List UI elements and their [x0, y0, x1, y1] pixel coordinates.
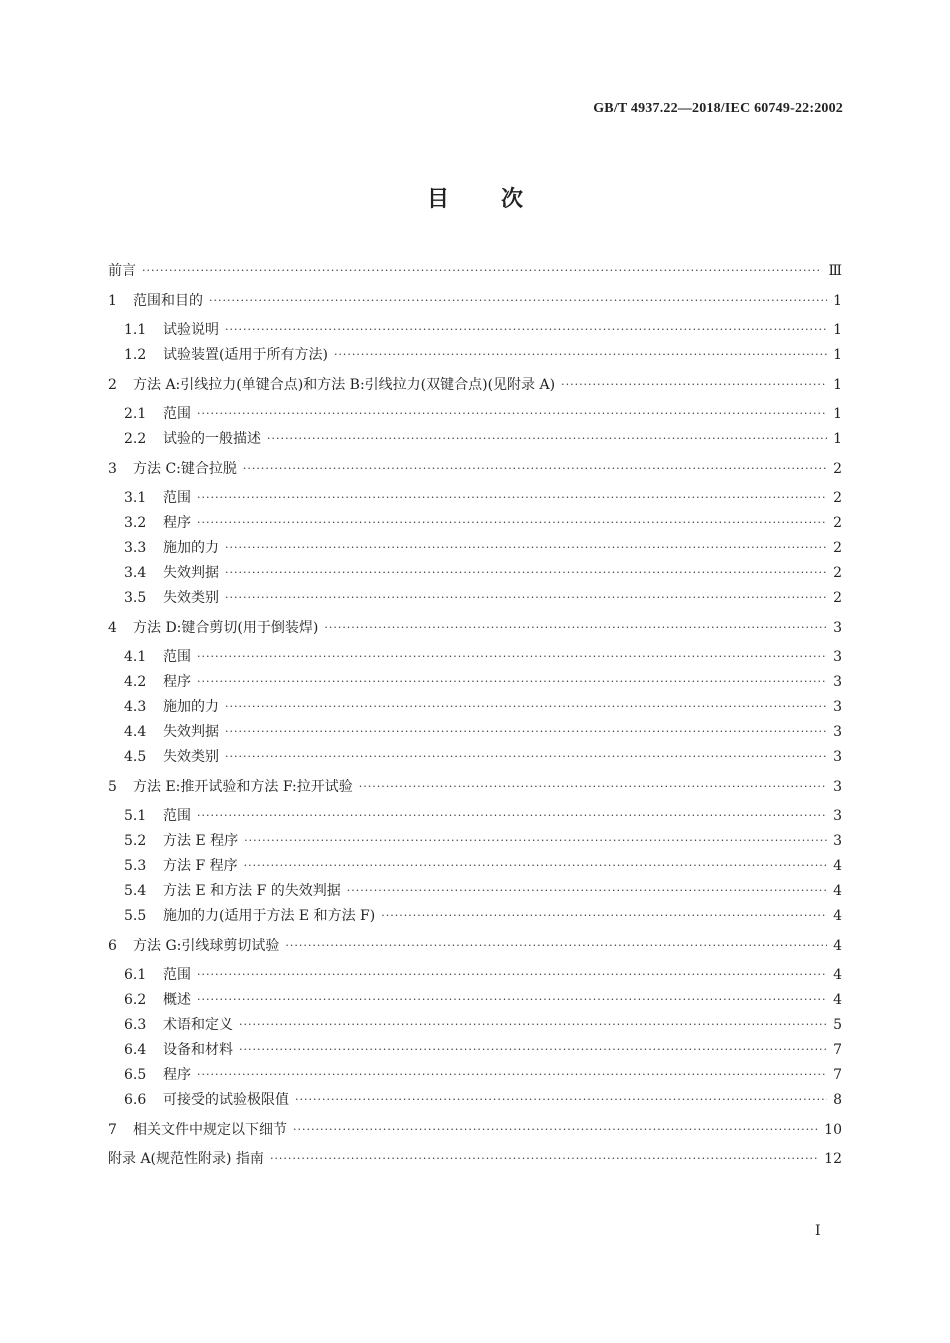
- toc-entry[interactable]: [124, 990, 842, 1010]
- toc-entry-page: 2: [833, 590, 842, 606]
- toc-entry-label: 范围和目的: [133, 292, 203, 309]
- toc-entry[interactable]: [124, 513, 842, 533]
- toc-entry-number: 3: [108, 460, 117, 477]
- toc-entry-number: 6.6: [124, 1092, 147, 1108]
- toc-entry-label: 试验的一般描述: [163, 431, 261, 447]
- toc-entry-label: 范围: [163, 649, 191, 665]
- toc-entry[interactable]: [124, 1040, 842, 1060]
- toc-entry[interactable]: [124, 856, 842, 876]
- toc-entry-page: 3: [833, 808, 842, 824]
- toc-entry[interactable]: [108, 459, 842, 479]
- dot-leader: [347, 881, 827, 901]
- toc-entry[interactable]: [124, 906, 842, 926]
- dot-leader: [225, 563, 827, 583]
- toc-entry-label: 方法 C:键合拉脱: [133, 460, 237, 477]
- toc-entry-label: 方法 E:推开试验和方法 F:拉开试验: [133, 778, 353, 795]
- toc-entry-label: 试验装置(适用于所有方法): [163, 347, 328, 363]
- toc-entry-page: 4: [833, 883, 842, 899]
- dot-leader: [197, 806, 827, 826]
- toc-entry-number: 1.2: [124, 347, 147, 363]
- toc-entry-page: 4: [833, 992, 842, 1008]
- dot-leader: [293, 1120, 818, 1140]
- toc-entry[interactable]: [108, 1120, 842, 1140]
- toc-entry-label: 失效判据: [163, 565, 219, 581]
- toc-entry-label: 方法 E 程序: [163, 833, 239, 849]
- dot-leader: [197, 1065, 827, 1085]
- toc-entry-number: 3.4: [124, 565, 147, 581]
- toc-entry-label: 施加的力: [163, 699, 219, 715]
- toc-entry-label: 施加的力(适用于方法 E 和方法 F): [163, 908, 376, 924]
- dot-leader: [197, 647, 827, 667]
- toc-entry[interactable]: [124, 1090, 842, 1110]
- dot-leader: [209, 291, 827, 311]
- toc-entry-page: 12: [824, 1151, 842, 1167]
- toc-entry-page: 3: [833, 699, 842, 715]
- toc-entry-label: 失效判据: [163, 724, 219, 740]
- toc-entry[interactable]: [124, 672, 842, 692]
- page-number: I: [815, 1223, 821, 1239]
- dot-leader: [243, 459, 827, 479]
- toc-entry-label: 范围: [163, 967, 191, 983]
- toc-entry[interactable]: [124, 806, 842, 826]
- toc-entry-label: 范围: [163, 808, 191, 824]
- toc-entry-label: 方法 F 程序: [163, 858, 238, 874]
- toc-entry-page: 3: [833, 749, 842, 765]
- dot-leader: [381, 906, 827, 926]
- toc-entry-page: 3: [833, 778, 842, 795]
- toc-entry[interactable]: [124, 697, 842, 717]
- dot-leader: [225, 747, 827, 767]
- toc-entry-label: 程序: [163, 515, 191, 531]
- toc-entry-label: 相关文件中规定以下细节: [133, 1121, 287, 1138]
- toc-entry-number: 6.3: [124, 1017, 147, 1033]
- toc-entry-page: 3: [833, 674, 842, 690]
- toc-entry-label: 方法 E 和方法 F 的失效判据: [163, 883, 341, 899]
- toc-entry-page: 1: [833, 406, 842, 422]
- toc-entry[interactable]: [124, 881, 842, 901]
- toc-entry-label: 失效类别: [163, 749, 219, 765]
- toc-entry-label: 概述: [163, 992, 191, 1008]
- toc-entry-page: 8: [833, 1092, 842, 1108]
- dot-leader: [197, 990, 827, 1010]
- toc-entry[interactable]: [108, 261, 842, 281]
- dot-leader: [225, 722, 827, 742]
- toc-entry-number: 2.1: [124, 406, 147, 422]
- toc-entry-label: 失效类别: [163, 590, 219, 606]
- toc-entry[interactable]: [124, 320, 842, 340]
- toc-entry-page: 7: [833, 1067, 842, 1083]
- toc-entry-page: 4: [833, 858, 842, 874]
- toc-entry-label: 程序: [163, 674, 191, 690]
- toc-entry-label: 附录 A(规范性附录) 指南: [108, 1151, 264, 1167]
- toc-entry[interactable]: [108, 777, 842, 797]
- dot-leader: [285, 936, 827, 956]
- toc-entry[interactable]: [108, 1149, 842, 1169]
- dot-leader: [225, 320, 827, 340]
- toc-entry-number: 6.4: [124, 1042, 147, 1058]
- toc-entry-number: 6.1: [124, 967, 147, 983]
- toc-entry-number: 7: [108, 1121, 117, 1138]
- dot-leader: [244, 856, 827, 876]
- dot-leader: [197, 488, 827, 508]
- toc-entry-page: 2: [833, 565, 842, 581]
- toc-entry[interactable]: [108, 375, 842, 395]
- toc-entry[interactable]: [124, 1065, 842, 1085]
- toc-entry[interactable]: [124, 1015, 842, 1035]
- toc-entry-page: 1: [833, 292, 842, 309]
- toc-entry-number: 2.2: [124, 431, 147, 447]
- toc-entry-number: 4.3: [124, 699, 147, 715]
- toc-entry-number: 5.3: [124, 858, 147, 874]
- dot-leader: [197, 404, 827, 424]
- toc-entry[interactable]: [108, 618, 842, 638]
- dot-leader: [334, 345, 827, 365]
- dot-leader: [270, 1149, 818, 1169]
- toc-entry-number: 5.1: [124, 808, 147, 824]
- toc-entry-page: 4: [833, 937, 842, 954]
- toc-entry-number: 5.5: [124, 908, 147, 924]
- toc-entry-label: 方法 G:引线球剪切试验: [133, 937, 280, 954]
- toc-entry-page: 7: [833, 1042, 842, 1058]
- dot-leader: [197, 672, 827, 692]
- toc-entry-page: 3: [833, 833, 842, 849]
- toc-entry[interactable]: [124, 538, 842, 558]
- toc-entry[interactable]: [124, 647, 842, 667]
- toc-entry-number: 3.2: [124, 515, 147, 531]
- dot-leader: [244, 831, 827, 851]
- dot-leader: [561, 375, 827, 395]
- toc-entry-page: 3: [833, 619, 842, 636]
- toc-entry[interactable]: [124, 429, 842, 449]
- toc-entry-number: 5.4: [124, 883, 147, 899]
- toc-entry-number: 3.5: [124, 590, 147, 606]
- toc-entry-label: 可接受的试验极限值: [163, 1092, 289, 1108]
- toc-entry-number: 4.2: [124, 674, 147, 690]
- toc-entry-number: 6.5: [124, 1067, 147, 1083]
- toc-entry-number: 5.2: [124, 833, 147, 849]
- toc-entry-page: 4: [833, 967, 842, 983]
- toc-entry-number: 1.1: [124, 322, 147, 338]
- toc-entry-number: 6.2: [124, 992, 147, 1008]
- toc-entry-number: 6: [108, 937, 117, 954]
- toc-entry-page: 2: [833, 490, 842, 506]
- toc-entry-number: 3.3: [124, 540, 147, 556]
- toc-entry[interactable]: [108, 936, 842, 956]
- toc-entry-label: 范围: [163, 490, 191, 506]
- toc-entry-page: 1: [833, 322, 842, 338]
- toc-entry[interactable]: [124, 563, 842, 583]
- toc-entry-label: 方法 D:键合剪切(用于倒装焊): [133, 619, 319, 636]
- toc-entry[interactable]: [124, 488, 842, 508]
- toc-entry-page: 1: [833, 431, 842, 447]
- toc-entry[interactable]: [124, 831, 842, 851]
- page-title: 目次: [426, 187, 575, 212]
- dot-leader: [239, 1040, 827, 1060]
- toc-entry-page: 5: [833, 1017, 842, 1033]
- toc-entry-number: 2: [108, 376, 117, 393]
- toc-entry-label: 设备和材料: [163, 1042, 233, 1058]
- dot-leader: [267, 429, 827, 449]
- toc-entry-page: 4: [833, 908, 842, 924]
- dot-leader: [197, 965, 827, 985]
- standard-number: GB/T 4937.22—2018/IEC 60749-22:2002: [593, 101, 843, 116]
- toc-entry-label: 范围: [163, 406, 191, 422]
- toc-entry[interactable]: [124, 588, 842, 608]
- toc-entry-number: 4.1: [124, 649, 147, 665]
- toc-entry[interactable]: [124, 404, 842, 424]
- dot-leader: [225, 538, 827, 558]
- dot-leader: [142, 261, 822, 281]
- toc-entry-number: 5: [108, 778, 117, 795]
- dot-leader: [324, 618, 827, 638]
- toc-entry-label: 前言: [108, 263, 136, 279]
- toc-entry-page: 3: [833, 724, 842, 740]
- toc-entry-page: 1: [833, 376, 842, 393]
- toc-entry-label: 试验说明: [163, 322, 219, 338]
- toc-entry-page: 1: [833, 347, 842, 363]
- dot-leader: [239, 1015, 827, 1035]
- toc-entry-number: 4.5: [124, 749, 147, 765]
- toc-entry-label: 程序: [163, 1067, 191, 1083]
- toc-entry-label: 方法 A:引线拉力(单键合点)和方法 B:引线拉力(双键合点)(见附录 A): [133, 376, 556, 393]
- toc-entry-page: 3: [833, 649, 842, 665]
- toc-entry-label: 施加的力: [163, 540, 219, 556]
- toc-entry[interactable]: [124, 965, 842, 985]
- toc-entry[interactable]: [124, 722, 842, 742]
- toc-entry-page: 10: [824, 1121, 842, 1138]
- toc-entry-number: 3.1: [124, 490, 147, 506]
- toc-entry-page: 2: [833, 540, 842, 556]
- toc-entry-number: 4.4: [124, 724, 147, 740]
- toc-entry[interactable]: [108, 291, 842, 311]
- toc-entry-label: 术语和定义: [163, 1017, 233, 1033]
- toc-entry-page: 2: [833, 515, 842, 531]
- toc-entry-number: 1: [108, 292, 117, 309]
- dot-leader: [225, 697, 827, 717]
- toc-entry-number: 4: [108, 619, 117, 636]
- toc-entry[interactable]: [124, 345, 842, 365]
- dot-leader: [225, 588, 827, 608]
- dot-leader: [197, 513, 827, 533]
- toc-entry[interactable]: [124, 747, 842, 767]
- toc-entry-page: Ⅲ: [828, 263, 842, 279]
- dot-leader: [359, 777, 827, 797]
- dot-leader: [295, 1090, 827, 1110]
- toc-entry-page: 2: [833, 460, 842, 477]
